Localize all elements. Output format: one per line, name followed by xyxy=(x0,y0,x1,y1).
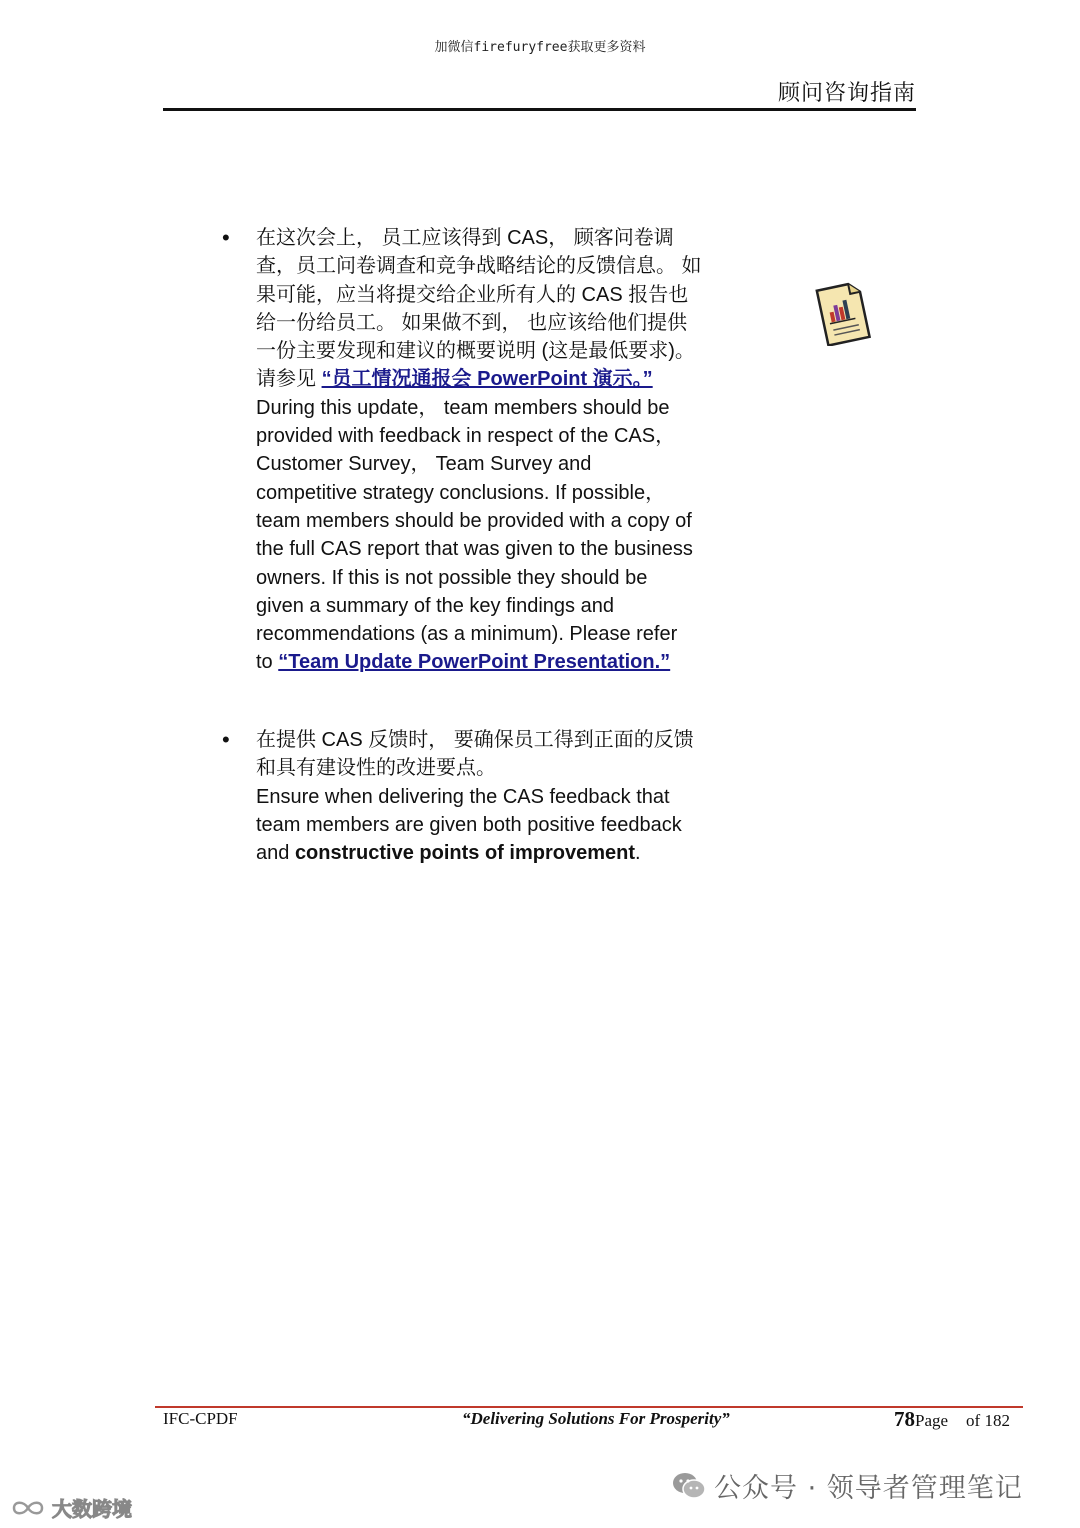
bullet-dot: • xyxy=(222,727,230,752)
en-line: the full CAS report that was given to the business xyxy=(256,538,693,561)
zh-reference-link[interactable]: “员工情况通报会 PowerPoint 演示。” xyxy=(321,368,653,391)
zh-line: 果可能，应当将提交给企业所有人的 CAS 报告也 xyxy=(256,283,689,306)
bullet-text xyxy=(256,224,730,677)
text-line: team members are given both positive feedback xyxy=(256,813,682,836)
footer-rule xyxy=(155,1406,1023,1408)
bullet-item-2 xyxy=(222,726,730,867)
header-title: 顾问咨询指南 xyxy=(777,81,916,106)
en-line: provided with feedback in respect of the CAS， xyxy=(256,425,676,448)
en-line: owners. If this is not possible they should be xyxy=(256,566,648,589)
bullet-text xyxy=(256,726,730,867)
en-line: During this update， team members should be xyxy=(256,396,670,419)
corner-brand-text: 大数跨境 xyxy=(52,1497,132,1521)
footer-slogan: “Delivering Solutions For Prosperity” xyxy=(462,1409,730,1428)
en-reference-link[interactable]: “Team Update PowerPoint Presentation.” xyxy=(278,651,671,674)
text-line: Ensure when delivering the CAS feedback that xyxy=(256,785,670,808)
page-label: Page xyxy=(915,1411,949,1430)
last-suffix: . xyxy=(635,842,641,865)
page-total: of 182 xyxy=(966,1411,1010,1430)
zh-line: 查，员工问卷调查和竞争战略结论的反馈信息。 如 xyxy=(256,255,702,278)
zh-line: 给一份给员工。 如果做不到， 也应该给他们提供 xyxy=(256,311,688,334)
bullet-dot: • xyxy=(222,225,230,250)
header-rule xyxy=(163,108,916,111)
en-ref-prefix: to xyxy=(256,651,279,674)
zh-reference-line xyxy=(256,365,730,393)
bullet-item-1 xyxy=(222,224,730,677)
corner-watermark xyxy=(8,1493,132,1522)
wechat-icon xyxy=(672,1471,706,1501)
wechat-account-text: 公众号 · 领导者管理笔记 xyxy=(714,1473,1023,1504)
zh-line: 在这次会上， 员工应该得到 CAS， 顾客问卷调 xyxy=(256,227,674,249)
watermark-text: 加微信firefuryfree获取更多资料 xyxy=(434,40,646,55)
text-line: 在提供 CAS 反馈时， 要确保员工得到正面的反馈 xyxy=(256,729,694,751)
text-line: 和具有建设性的改进要点。 xyxy=(256,757,496,780)
en-line: recommendations (as a minimum). Please refer xyxy=(256,623,678,646)
page-number: 78 xyxy=(894,1407,915,1431)
en-line: given a summary of the key findings and xyxy=(256,594,614,617)
en-reference-line xyxy=(256,648,730,676)
footer-page-info xyxy=(894,1407,1010,1432)
last-prefix: and xyxy=(256,842,295,865)
footer-doc-code: IFC-CPDF xyxy=(163,1409,238,1428)
zh-ref-prefix: 请参见 xyxy=(256,368,322,391)
infinity-logo-icon xyxy=(8,1497,48,1519)
wechat-watermark xyxy=(672,1466,1023,1505)
text-line-last xyxy=(256,839,730,867)
zh-line: 一份主要发现和建议的概要说明 (这是最低要求)。 xyxy=(256,340,695,363)
en-line: team members should be provided with a copy of xyxy=(256,509,692,532)
emphasis-text: constructive points of improvement xyxy=(294,842,635,865)
en-line: Customer Survey， Team Survey and xyxy=(256,453,592,476)
document-chart-icon xyxy=(812,280,872,346)
en-line: competitive strategy conclusions. If possible， xyxy=(256,481,666,504)
